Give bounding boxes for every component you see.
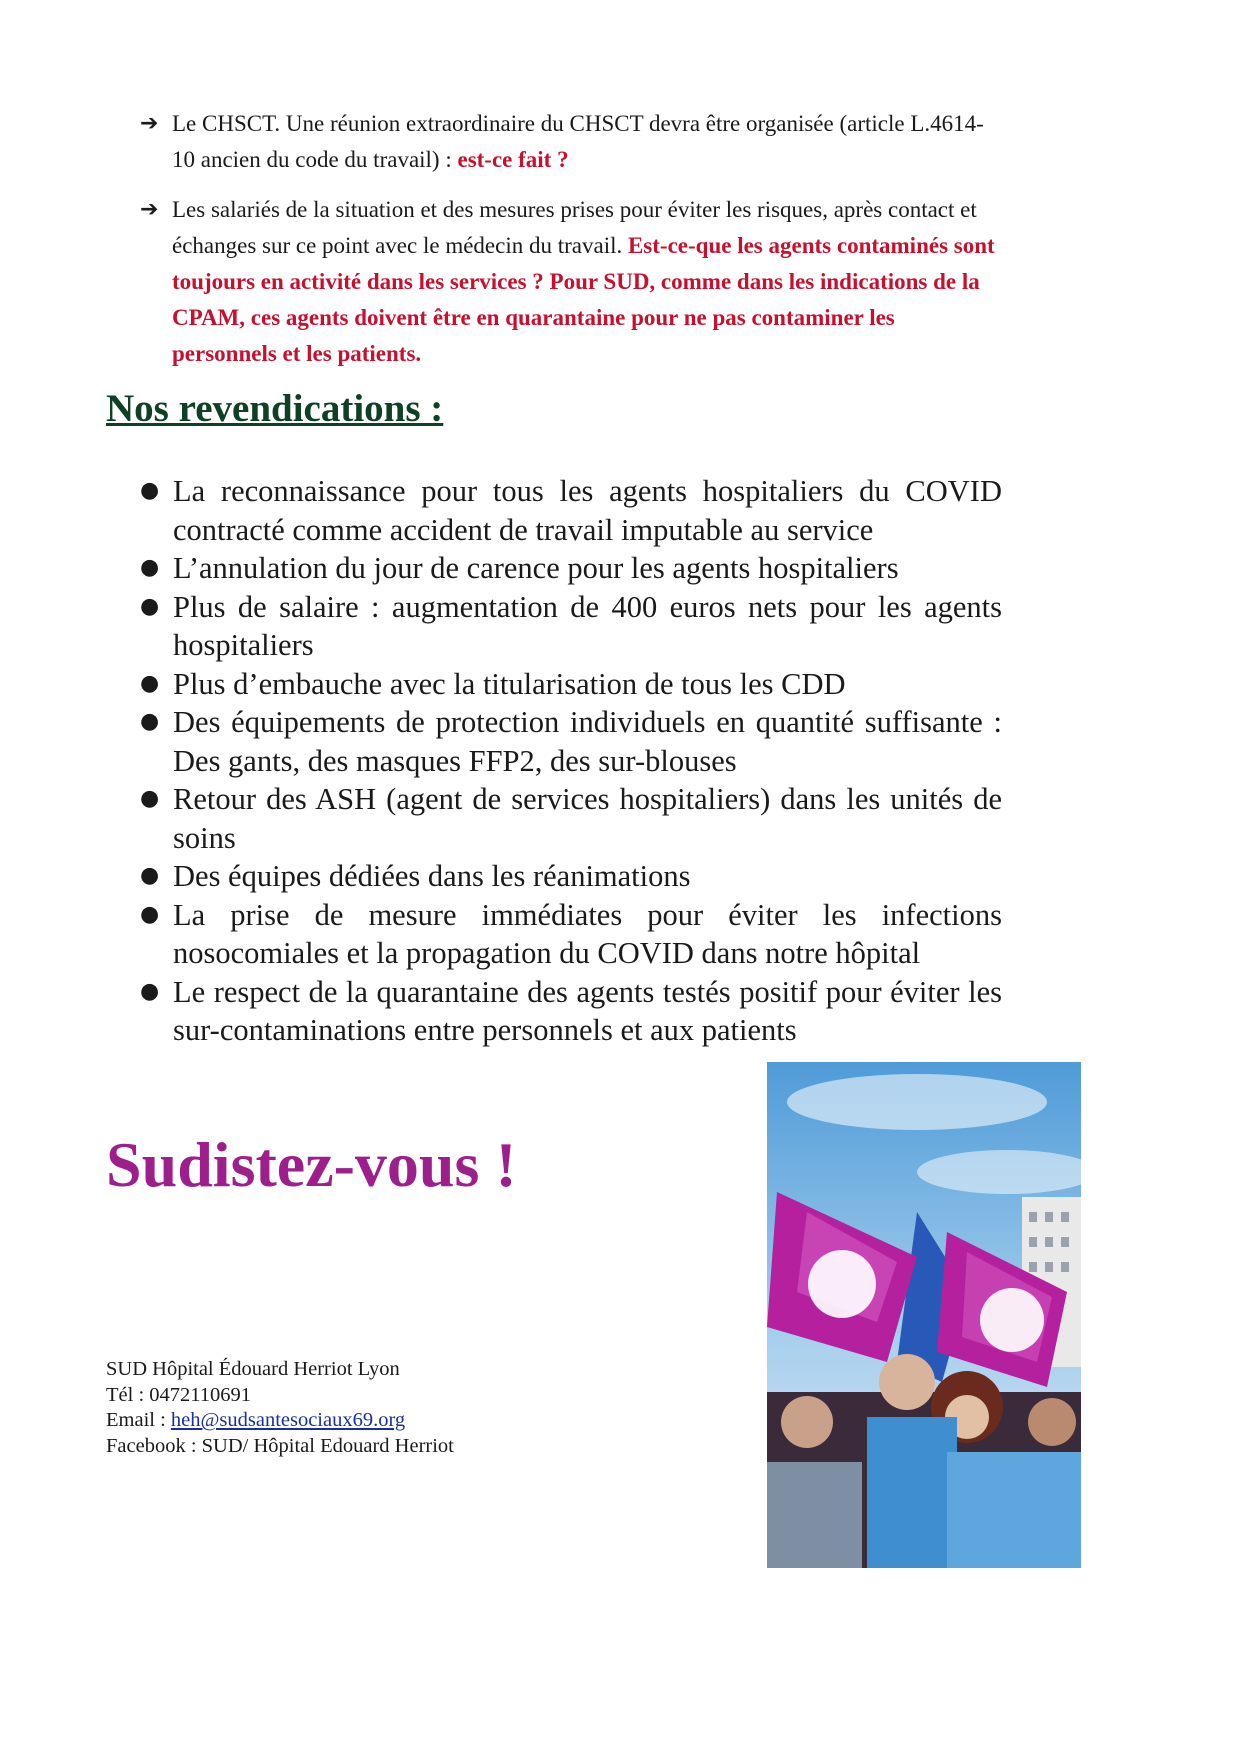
claims-list <box>140 472 1002 1050</box>
claim-text: Des équipements de protection individuels en quantité suffisante : Des gants, des masques FFP2, des sur-blouses <box>173 705 1002 778</box>
bullet-icon: ● <box>140 593 160 619</box>
claim-text: Des équipes dédiées dans les réanimations <box>173 859 691 893</box>
claim-item <box>140 857 1002 896</box>
demonstration-photo <box>767 1062 1081 1568</box>
section-title: Nos revendications : <box>106 387 444 430</box>
bullet-icon: ● <box>140 901 160 927</box>
email-label: Email : <box>106 1409 171 1431</box>
arrow-item-text: Les salariés de la situation et des mesures prises pour éviter les risques, après contact et échanges sur ce point avec le médecin du travail. <box>172 197 977 258</box>
claim-item <box>140 665 1002 704</box>
claim-text: Retour des ASH (agent de services hospitaliers) dans les unités de soins <box>173 782 1002 855</box>
bullet-icon: ● <box>140 786 160 811</box>
bullet-icon: ● <box>140 709 160 734</box>
bullet-icon: ● <box>140 478 160 503</box>
claim-text: L’annulation du jour de carence pour les agents hospitaliers <box>173 551 899 585</box>
right-arrow-icon: ➔ <box>140 111 159 136</box>
claim-text: Plus d’embauche avec la titularisation de tous les CDD <box>173 666 846 701</box>
arrow-item-text: Le CHSCT. Une réunion extraordinaire du CHSCT devra être organisée (article L.4614-10 ancien du code du travail) : <box>172 111 984 172</box>
contact-block <box>106 1357 454 1459</box>
bullet-icon: ● <box>140 555 160 580</box>
phone-number: 0472110691 <box>149 1383 252 1406</box>
claim-item <box>140 472 1002 549</box>
phone-label: Tél : <box>106 1383 150 1406</box>
facebook-name: SUD/ Hôpital Edouard Herriot <box>201 1434 454 1457</box>
email-link[interactable]: heh@sudsantesociaux69.org <box>170 1409 406 1431</box>
claim-item <box>140 780 1002 857</box>
contact-phone-row <box>106 1383 454 1409</box>
contact-org: SUD Hôpital Édouard Herriot Lyon <box>106 1358 400 1380</box>
arrow-item-highlight: Est-ce-que les agents contaminés sont toujours en activité dans les services ? Pour SUD, comme dans les indications de la CPAM, ces agents doivent être en quarantaine pour ne pas contaminer les personnels et les patients. <box>172 233 995 366</box>
contact-email-row <box>106 1408 454 1434</box>
claim-text: La prise de mesure immédiates pour éviter les infections nosocomiales et la propagation du COVID dans notre hôpital <box>173 897 1002 970</box>
top-arrow-list <box>140 106 1000 386</box>
arrow-item-highlight: est-ce fait ? <box>457 147 569 172</box>
arrow-item-chsct <box>140 106 1000 178</box>
claim-item <box>140 549 1002 588</box>
contact-facebook-row <box>106 1434 454 1460</box>
right-arrow-icon: ➔ <box>140 197 159 222</box>
bullet-icon: ● <box>140 670 160 696</box>
claim-text: Plus de salaire : augmentation de 400 euros nets pour les agents hospitaliers <box>173 589 1002 662</box>
claim-text: Le respect de la quarantaine des agents testés positif pour éviter les sur-contaminations entre personnels et aux patients <box>173 974 1002 1047</box>
demonstration-photo-art <box>767 1062 1081 1568</box>
facebook-label: Facebook : <box>106 1434 202 1457</box>
claim-item <box>140 896 1002 973</box>
arrow-item-salaries <box>140 192 1000 372</box>
bullet-icon: ● <box>140 863 160 888</box>
bullet-icon: ● <box>140 978 160 1004</box>
claim-text: La reconnaissance pour tous les agents hospitaliers du COVID contracté comme accident de travail imputable au service <box>173 474 1002 547</box>
claim-item <box>140 703 1002 780</box>
claim-item <box>140 973 1002 1050</box>
slogan: Sudistez-vous ! <box>106 1129 517 1200</box>
claim-item <box>140 588 1002 665</box>
